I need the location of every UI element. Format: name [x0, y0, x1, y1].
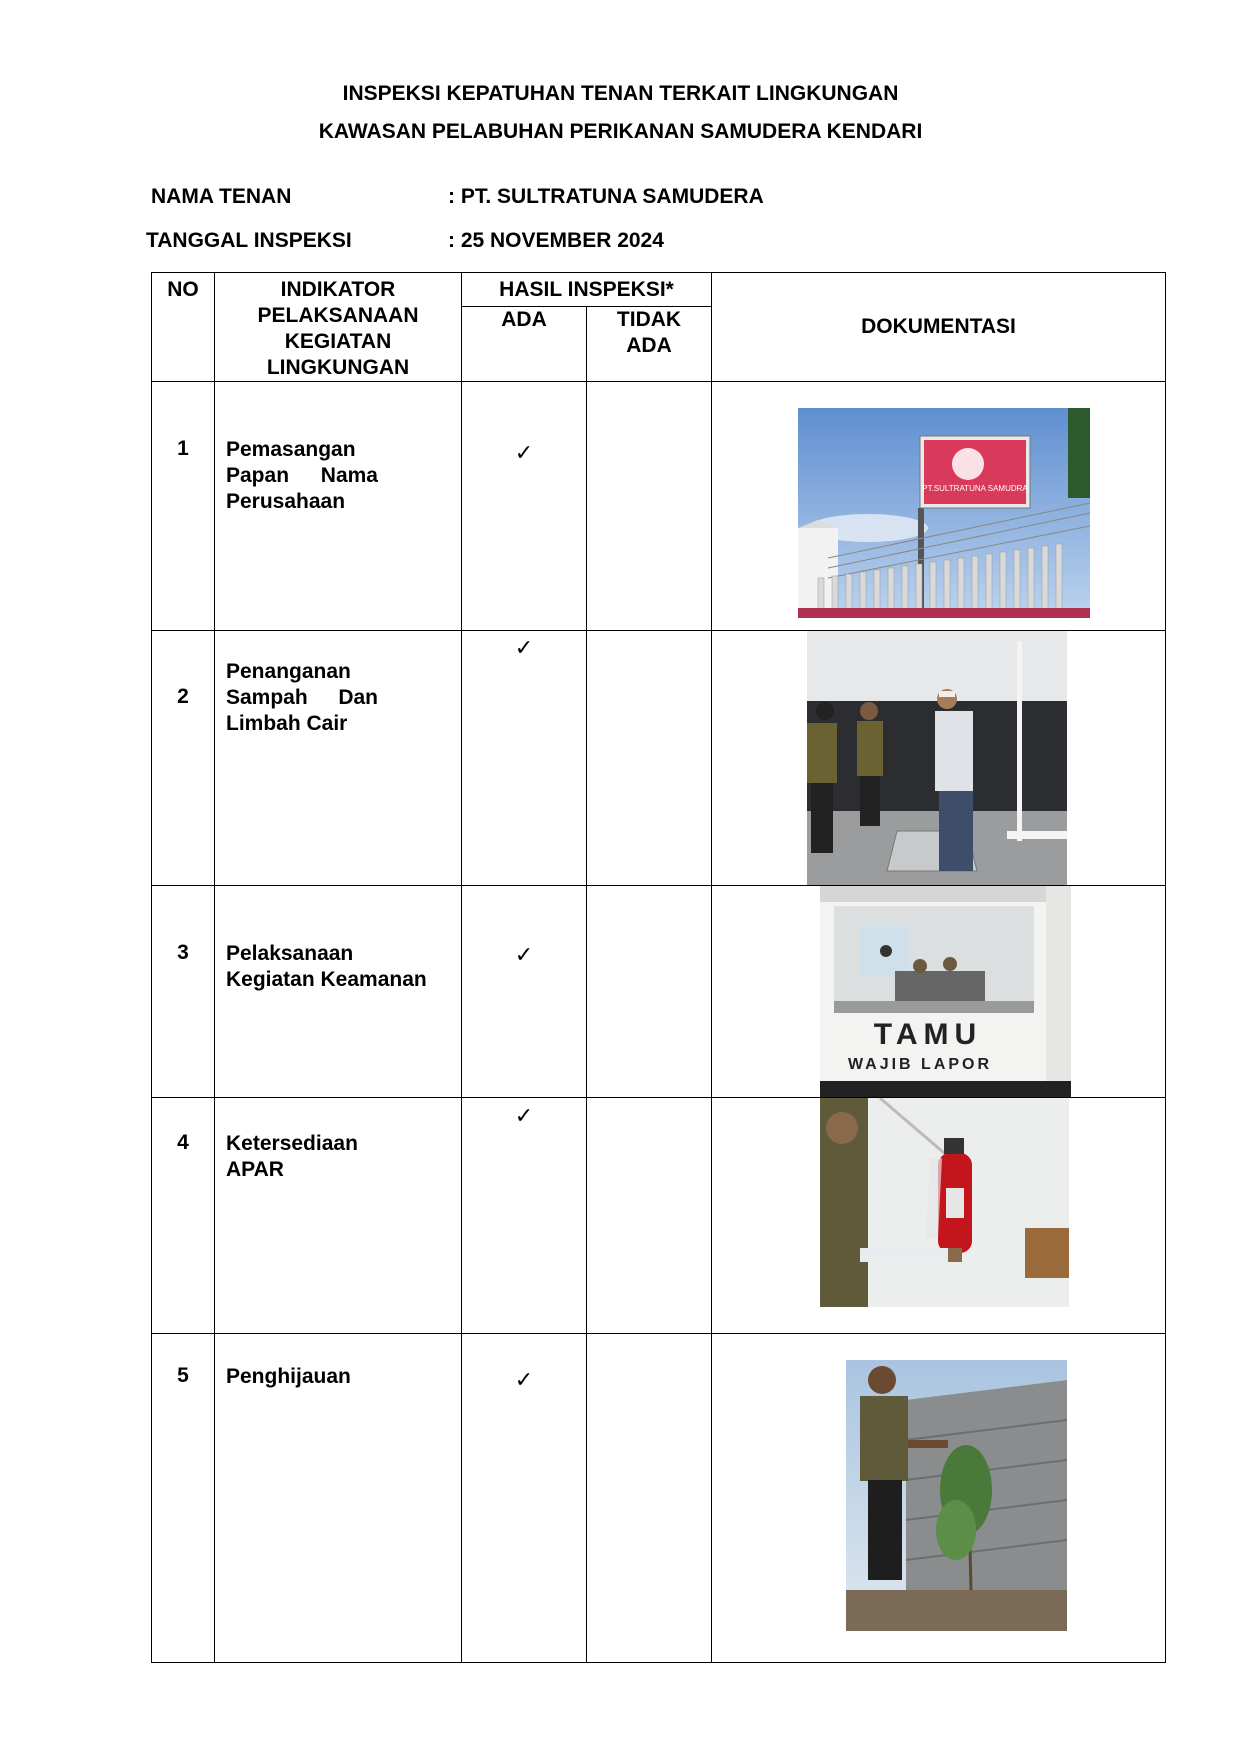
row-documentation	[712, 631, 1166, 886]
security-post-photo	[820, 886, 1071, 1097]
header-tidak-ada-line: ADA	[626, 334, 672, 357]
indicator-line: Pemasangan	[226, 438, 356, 461]
header-indicator-line: KEGIATAN	[284, 330, 392, 353]
row-ada-check: ✓	[462, 631, 587, 886]
indicator-line: Perusahaan	[226, 490, 346, 513]
row-number: 3	[152, 886, 215, 1098]
row-ada-check: ✓	[462, 382, 587, 631]
row-documentation	[712, 382, 1166, 631]
date-label: TANGGAL INSPEKSI	[146, 229, 352, 252]
row-number: 4	[152, 1098, 215, 1334]
header-indicator-line: INDIKATOR	[280, 278, 396, 301]
row-tidak-ada	[587, 1098, 712, 1334]
header-ada: ADA	[462, 307, 587, 382]
document-title-line1: INSPEKSI KEPATUHAN TENAN TERKAIT LINGKUNGAN	[342, 82, 899, 105]
row-tidak-ada	[587, 631, 712, 886]
table-row	[152, 1334, 1166, 1663]
wajib-lapor-sign-text: WAJIB LAPOR	[847, 1056, 993, 1073]
document-title-line2: KAWASAN PELABUHAN PERIKANAN SAMUDERA KENDARI	[318, 120, 923, 143]
signboard-photo	[798, 408, 1090, 618]
row-tidak-ada	[587, 1334, 712, 1663]
row-documentation	[712, 886, 1166, 1098]
indicator-line: Kegiatan Keamanan	[226, 968, 427, 991]
indicator-line: Sampah Dan	[226, 686, 378, 709]
header-tidak-ada-line: TIDAK	[616, 308, 682, 331]
header-tidak-ada	[587, 307, 712, 382]
row-tidak-ada	[587, 382, 712, 631]
indicator-line: Penghijauan	[226, 1365, 351, 1388]
header-indicator-line: PELAKSANAAN	[257, 304, 419, 327]
row-indicator	[215, 886, 462, 1098]
tenant-value: : PT. SULTRATUNA SAMUDERA	[448, 185, 764, 208]
row-number: 2	[152, 631, 215, 886]
row-indicator	[215, 1334, 462, 1663]
greening-photo	[846, 1360, 1067, 1631]
indicator-line: Limbah Cair	[226, 712, 348, 735]
row-number: 5	[152, 1334, 215, 1663]
sign-text: PT.SULTRATUNA SAMUDRA	[922, 484, 1028, 493]
inspection-table	[151, 272, 1166, 1663]
header-no: NO	[152, 273, 215, 382]
table-row	[152, 1098, 1166, 1334]
indicator-line: APAR	[226, 1158, 284, 1181]
row-indicator	[215, 382, 462, 631]
tenant-label: NAMA TENAN	[151, 185, 292, 208]
row-ada-check: ✓	[462, 1334, 587, 1663]
header-result: HASIL INSPEKSI*	[462, 273, 712, 307]
header-indicator-line: LINGKUNGAN	[266, 356, 410, 379]
row-number: 1	[152, 382, 215, 631]
row-indicator	[215, 1098, 462, 1334]
row-indicator	[215, 631, 462, 886]
row-documentation	[712, 1334, 1166, 1663]
header-documentation: DOKUMENTASI	[712, 273, 1166, 382]
table-row	[152, 382, 1166, 631]
waste-inspection-photo	[807, 631, 1067, 885]
table-header-row	[152, 273, 1166, 307]
tamu-sign-text: TAMU	[873, 1018, 983, 1051]
table-row	[152, 631, 1166, 886]
row-tidak-ada	[587, 886, 712, 1098]
row-ada-check: ✓	[462, 886, 587, 1098]
fire-extinguisher-photo	[820, 1098, 1069, 1307]
indicator-line: Ketersediaan	[226, 1132, 358, 1155]
row-ada-check: ✓	[462, 1098, 587, 1334]
row-documentation	[712, 1098, 1166, 1334]
indicator-line: Penanganan	[226, 660, 351, 683]
table-row	[152, 886, 1166, 1098]
header-indicator	[215, 273, 462, 382]
date-value: : 25 NOVEMBER 2024	[448, 229, 664, 252]
indicator-line: Pelaksanaan	[226, 942, 354, 965]
indicator-line: Papan Nama	[226, 464, 378, 487]
